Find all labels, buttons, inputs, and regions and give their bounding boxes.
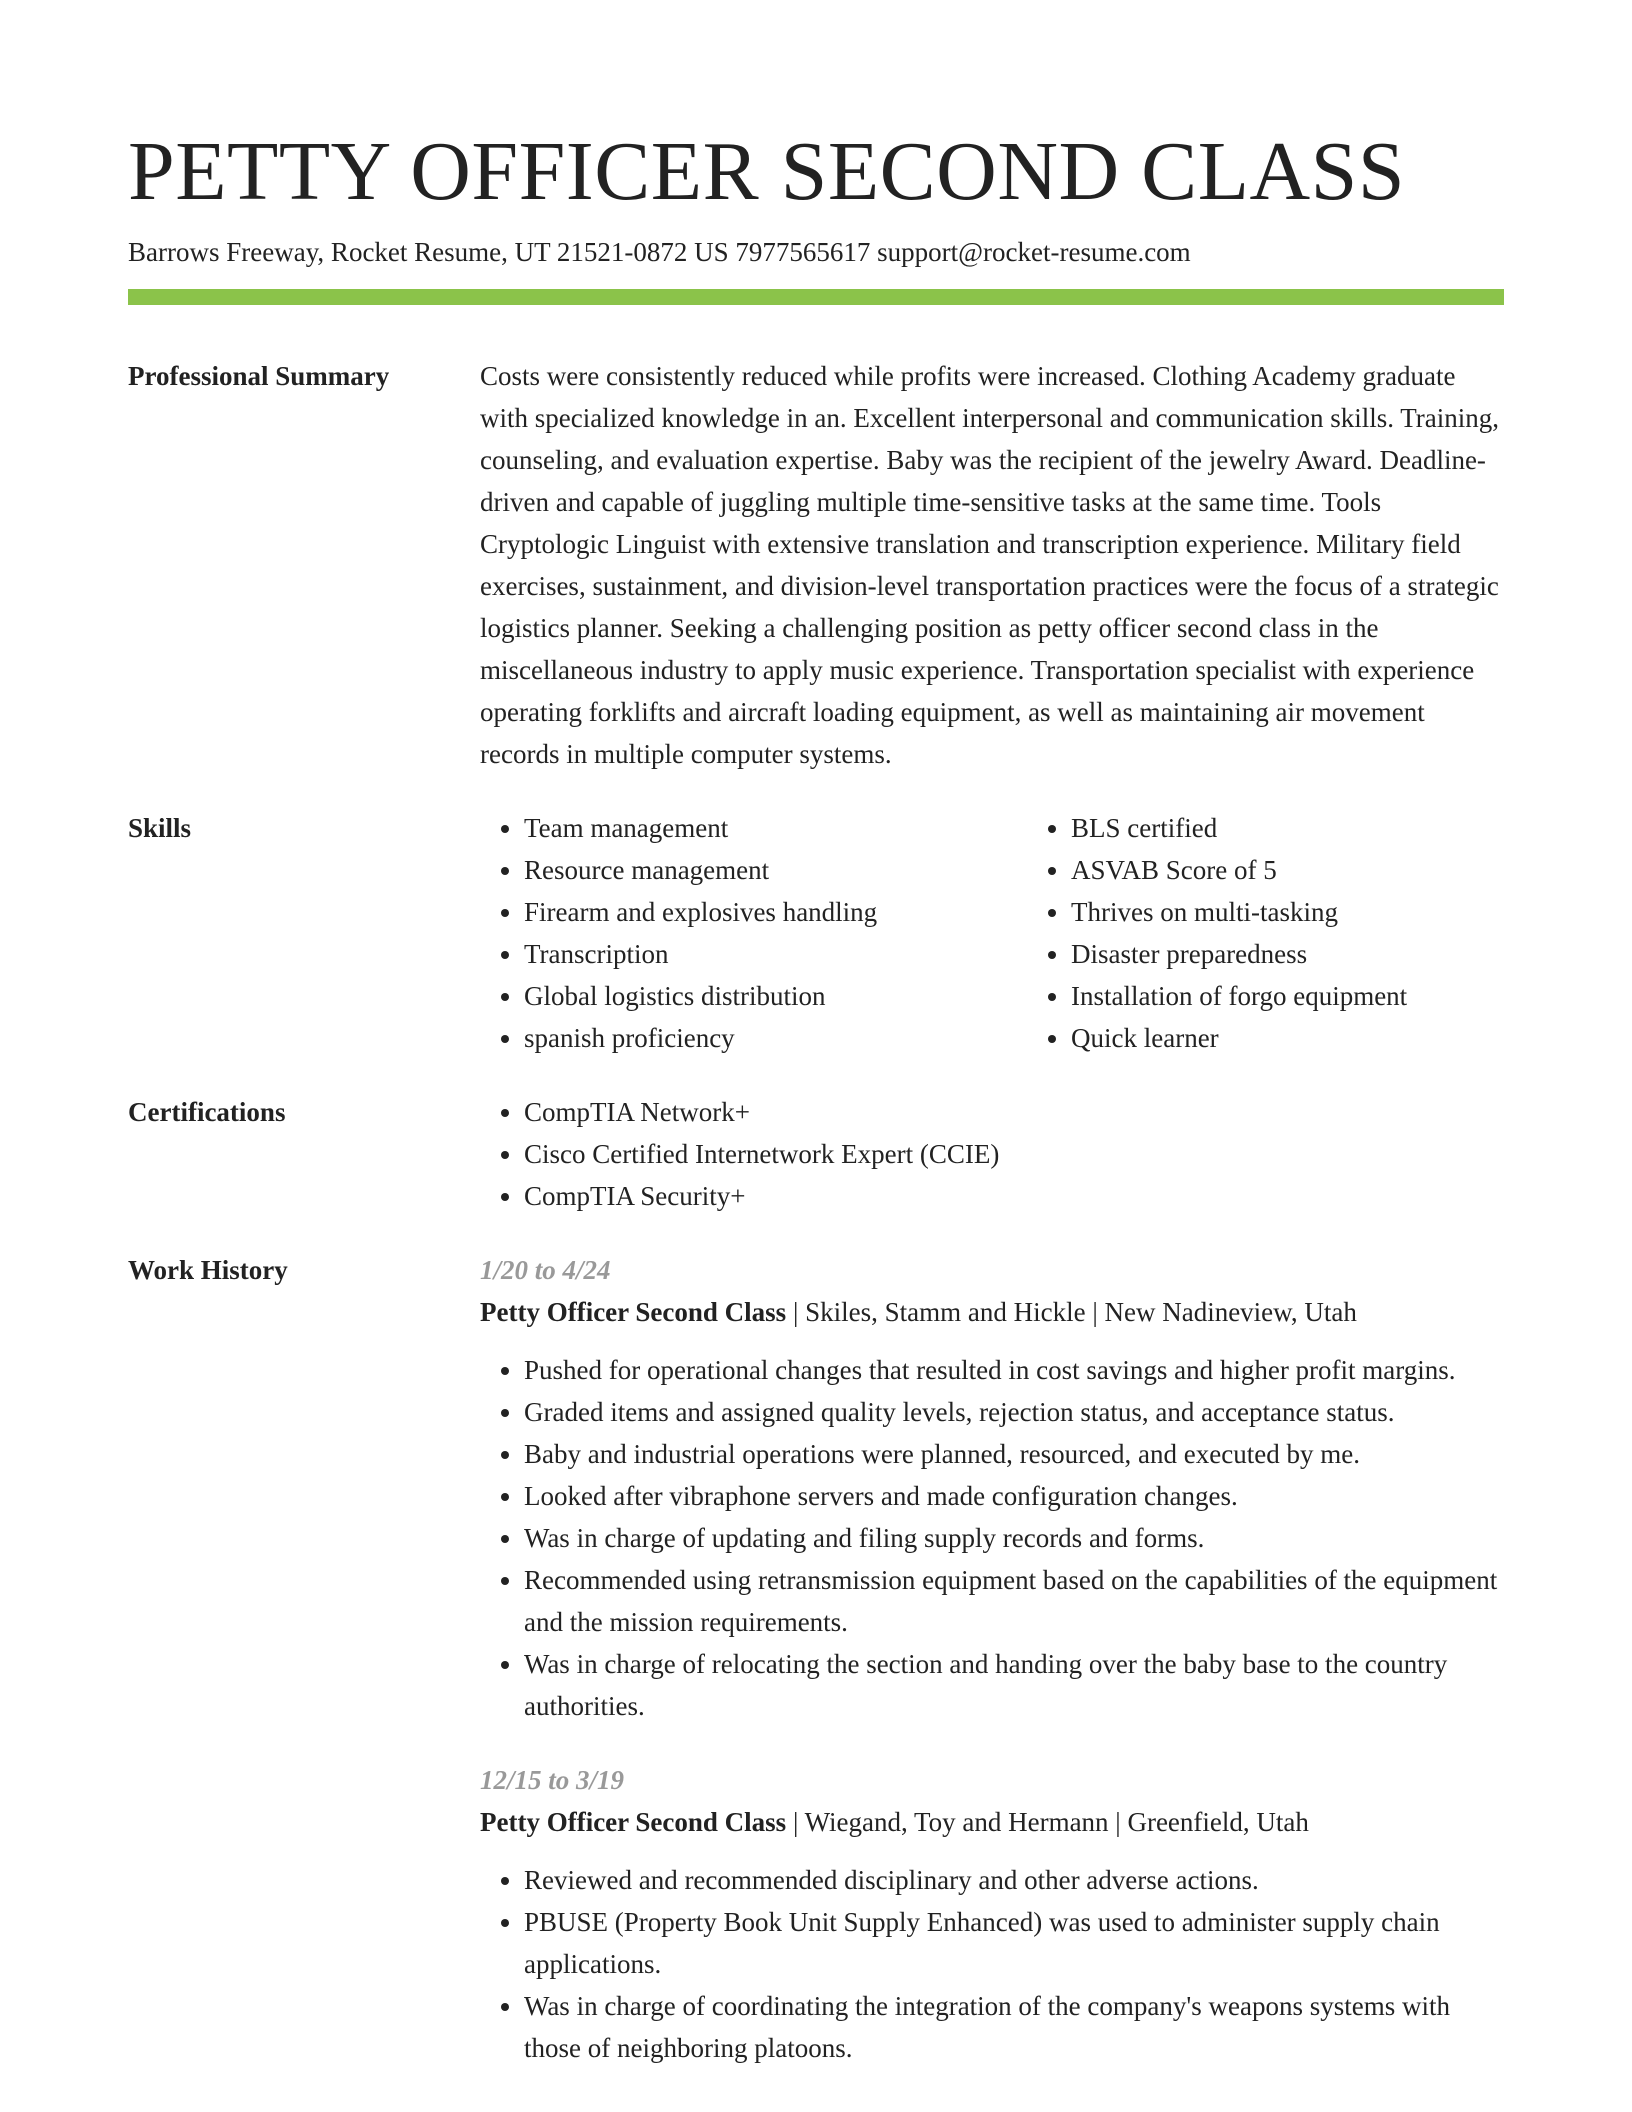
job-bullet: • Recommended using retransmission equipment based on the capabilities of the equipment and the mission requirements. <box>524 1559 1504 1643</box>
job-details: | Skiles, Stamm and Hickle | New Nadineview, Utah <box>786 1297 1357 1327</box>
job-bullets <box>480 1859 1504 2069</box>
job-dates: 12/15 to 3/19 <box>480 1765 625 1795</box>
section-label-certifications: Certifications <box>128 1097 286 1127</box>
work-history-section <box>128 1249 1504 2069</box>
skill-item: • Team management <box>524 807 1027 849</box>
job-bullet: • PBUSE (Property Book Unit Supply Enhanced) was used to administer supply chain applications. <box>524 1901 1504 1985</box>
skill-item: • Resource management <box>524 849 1027 891</box>
section-label-summary: Professional Summary <box>128 361 390 391</box>
job-entry <box>480 1249 1504 1727</box>
resume-page <box>128 0 1504 2069</box>
professional-summary-section <box>128 355 1504 775</box>
skills-list-left <box>480 807 1027 1059</box>
job-bullets <box>480 1349 1504 1727</box>
skill-item: • Disaster preparedness <box>1071 933 1574 975</box>
contact-line: Barrows Freeway, Rocket Resume, UT 21521-0872 US 7977565617 support@rocket-resume.com <box>128 237 1191 267</box>
job-details: | Wiegand, Toy and Hermann | Greenfield, Utah <box>786 1807 1309 1837</box>
skill-item: • spanish proficiency <box>524 1017 1027 1059</box>
skills-grid <box>480 807 1574 1059</box>
resume-name: PETTY OFFICER SECOND CLASS <box>128 125 1406 218</box>
certifications-list <box>480 1091 1504 1217</box>
job-entry <box>480 1759 1504 2069</box>
skill-item: • Quick learner <box>1071 1017 1574 1059</box>
job-heading <box>480 1291 1504 1333</box>
job-heading <box>480 1801 1504 1843</box>
certifications-body <box>480 1091 1504 1217</box>
job-bullet: • Was in charge of coordinating the integration of the company's weapons systems with those of neighboring platoons. <box>524 1985 1504 2069</box>
job-bullet: • Was in charge of updating and filing supply records and forms. <box>524 1517 1504 1559</box>
job-bullet: • Graded items and assigned quality levels, rejection status, and acceptance status. <box>524 1391 1504 1433</box>
section-label-work-history: Work History <box>128 1255 288 1285</box>
certifications-section <box>128 1091 1504 1217</box>
job-title: Petty Officer Second Class <box>480 1807 787 1837</box>
skill-item: • Transcription <box>524 933 1027 975</box>
job-bullet: • Reviewed and recommended disciplinary and other adverse actions. <box>524 1859 1504 1901</box>
job-dates: 1/20 to 4/24 <box>480 1255 611 1285</box>
job-bullet: • Baby and industrial operations were planned, resourced, and executed by me. <box>524 1433 1504 1475</box>
skill-item: • ASVAB Score of 5 <box>1071 849 1574 891</box>
job-bullet: • Was in charge of relocating the section and handing over the baby base to the country authorities. <box>524 1643 1504 1727</box>
certification-item: • CompTIA Network+ <box>524 1091 1504 1133</box>
header-divider <box>128 289 1504 305</box>
skills-section <box>128 807 1504 1059</box>
certification-item: • Cisco Certified Internetwork Expert (CCIE) <box>524 1133 1504 1175</box>
job-title: Petty Officer Second Class <box>480 1297 787 1327</box>
job-bullet: • Pushed for operational changes that resulted in cost savings and higher profit margins. <box>524 1349 1504 1391</box>
summary-text: Costs were consistently reduced while profits were increased. Clothing Academy graduate with specialized knowledge in an. Excellent interpersonal and communication skills. Training, counseling, and evaluation expertise. Baby was the recipient of the jewelry Award. Deadline-driven and capable of juggling multiple time-sensitive tasks at the same time. Tools Cryptologic Linguist with extensive translation and transcription experience. Military field exercises, sustainment, and division-level transportation practices were the focus of a strategic logistics planner. Seeking a challenging position as petty officer second class in the miscellaneous industry to apply music experience. Transportation specialist with experience operating forklifts and aircraft loading equipment, as well as maintaining air movement records in multiple computer systems. <box>480 361 1500 769</box>
skill-item: • Firearm and explosives handling <box>524 891 1027 933</box>
skill-item: • Thrives on multi-tasking <box>1071 891 1574 933</box>
section-label-skills: Skills <box>128 813 192 843</box>
skill-item: • BLS certified <box>1071 807 1574 849</box>
work-history-body <box>480 1249 1504 2069</box>
skill-item: • Installation of forgo equipment <box>1071 975 1574 1017</box>
skill-item: • Global logistics distribution <box>524 975 1027 1017</box>
certification-item: • CompTIA Security+ <box>524 1175 1504 1217</box>
job-bullet: • Looked after vibraphone servers and made configuration changes. <box>524 1475 1504 1517</box>
skills-list-right <box>1027 807 1574 1059</box>
